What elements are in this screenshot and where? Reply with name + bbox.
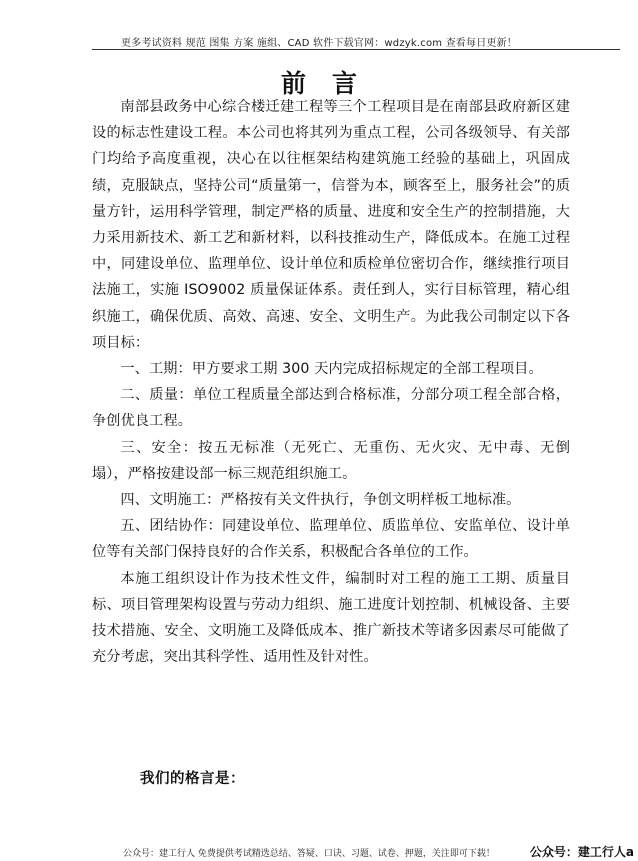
header-divider [92, 49, 620, 50]
paragraph-summary: 本施工组织设计作为技术性文件，编制时对工程的施工工期、质量目标、项目管理架构设置与劳动力组织、施工进度计划控制、机械设备、主要技术措施、安全、文明施工及降低成本、推广新技术等诸多因素尽可能做了充分考虑，突出其科学性、适用性及针对性。 [92, 570, 570, 666]
paragraph-goal-cooperation: 五、团结协作：同建设单位、监理单位、质监单位、安监单位、设计单位等有关部门保持良好的合作关系，积极配合各单位的工作。 [92, 518, 570, 561]
document-body [92, 94, 570, 670]
motto-heading: 我们的格言是： [140, 771, 245, 787]
paragraph-goal-safety: 三、安全：按五无标准（无死亡、无重伤、无火灾、无中毒、无倒塌），严格按建设部一标三规范组织施工。 [92, 439, 570, 482]
paragraph-goal-civilized-construction: 四、文明施工：严格按有关文件执行，争创文明样板工地标准。 [120, 492, 521, 509]
page-title: 前言 [280, 69, 383, 98]
paragraph-goal-schedule: 一、工期：甲方要求工期 300 天内完成招标规定的全部工程项目。 [120, 361, 543, 378]
footer-brand: 公众号：建工行人a [529, 845, 634, 859]
paragraph-goal-quality: 二、质量：单位工程质量全部达到合格标准，分部分项工程全部合格，争创优良工程。 [92, 387, 570, 430]
header-note: 更多考试资料 规范 图集 方案 施组、CAD 软件下载官网：wdzyk.com 查看每日更新！ [120, 38, 517, 49]
footer-note: 公众号：建工行人 免费提供考试精选总结、答疑、口诀、习题、试卷、押题，关注即可下载！ [123, 849, 495, 859]
paragraph-intro: 南部县政务中心综合楼迁建工程等三个工程项目是在南部县政府新区建设的标志性建设工程。本公司也将其列为重点工程，公司各级领导、有关部门均给予高度重视，决心在以往框架结构建筑施工经验的基础上，巩固成绩，克服缺点，坚持公司“质量第一，信誉为本，顾客至上，服务社会”的质量方针，运用科学管理，制定严格的质量、进度和安全生产的控制措施，大力采用新技术、新工艺和新材料，以科技推动生产，降低成本。在施工过程中，同建设单位、监理单位、设计单位和质检单位密切合作，继续推行项目法施工，实施 ISO9002 质量保证体系。责任到人，实行目标管理，精心组织施工，确保优质、高效、高速、安全、文明生产。为此我公司制定以下各项目标： [92, 99, 570, 351]
